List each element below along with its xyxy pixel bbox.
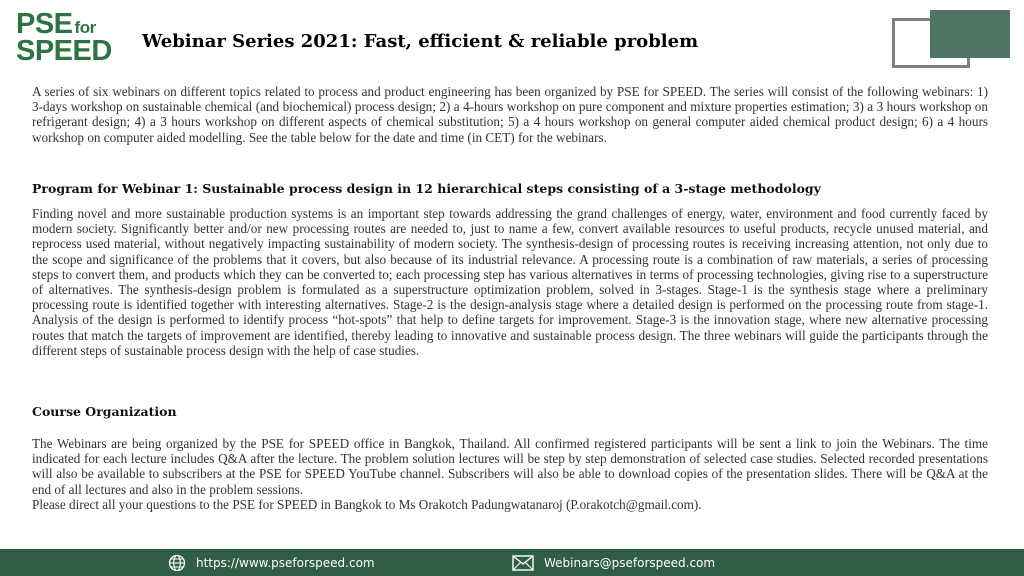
decorative-filled-box: [930, 10, 1010, 58]
logo-pse-text: PSE: [16, 8, 73, 40]
website-link[interactable]: [168, 554, 375, 572]
page-title: Webinar Series 2021: Fast, efficient & reliable problem: [142, 31, 699, 52]
contact-suffix: ).: [693, 496, 702, 512]
logo-for-text: for: [74, 18, 96, 37]
course-organization-section: [32, 436, 988, 512]
logo-speed-text: SPEED: [16, 35, 112, 67]
website-url[interactable]: https://www.pseforspeed.com: [196, 556, 375, 570]
email-link[interactable]: [512, 554, 715, 572]
program-heading: Program for Webinar 1: Sustainable process design in 12 hierarchical steps consisting of a 3-stage methodology: [32, 181, 821, 196]
intro-paragraph: A series of six webinars on different topics related to process and product engineering has been organized by PSE for SPEED. The series will consist of the following webinars: 1) 3-days workshop on sustainable chemical (and biochemical) process design; 2) a 4-hours workshop on pure component and mixture properties estimation; 3) a 3 hours workshop on refrigerant design; 4) a 3 hours workshop on different aspects of chemical substitution; 5) a 4 hours workshop on general computer aided chemical product design; 6) a 4 hours workshop on computer aided modelling. See the table below for the date and time (in CET) for the webinars.: [32, 84, 988, 145]
contact-prefix: Please direct all your questions to the PSE for SPEED in Bangkok to Ms Orakotch Padungwatanaroj (: [32, 496, 571, 512]
program-paragraph: Finding novel and more sustainable production systems is an important step towards addressing the grand challenges of energy, water, environment and food currently faced by modern society. Significantly better and/or new processing routes are needed to, just to name a few, convert available resources to useful products, recycle unused material, and reprocess used material, without negatively impacting sustainability of modern society. The synthesis-design of processing routes is receiving increasing attention, not only due to the scope and significance of the problems that it covers, but also because of its industrial relevance. A processing route is a combination of raw materials, a series of processing steps to convert them, and products which they can be converted to; each processing step has various alternatives in terms of processing technologies, giving rise to a superstructure of alternatives. The synthesis-design problem is formulated as a superstructure optimization problem, solved in 3-stages. Stage-1 is the synthesis stage where a preliminary processing route is identified together with interesting alternatives. Stage-2 is the design-analysis stage where a detailed design is performed on the processing route from stage-1. Analysis of the design is performed to identify process “hot-spots” that help to define targets for improvement. Stage-3 is the innovation stage, where new alternative processing routes that match the targets of improvement are identified, thereby leading to innovative and sustainable process design. The three webinars will guide the participants through the different steps of sustainable process design with the help of case studies.: [32, 206, 988, 358]
footer-bar: [0, 549, 1024, 576]
course-organization-paragraph: The Webinars are being organized by the PSE for SPEED office in Bangkok, Thailand. All confirmed registered participants will be sent a link to join the Webinars. The time indicated for each lecture includes Q&A after the lecture. The problem solution lectures will be step by step demonstration of selected case studies. Selected recorded presentations will also be available to subscribers at the PSE for SPEED YouTube channel. Subscribers will also be able to download copies of the presentation slides. There will be Q&A at the end of all lectures and also in the problem sessions.: [32, 436, 988, 497]
email-address[interactable]: Webinars@pseforspeed.com: [544, 556, 716, 570]
contact-email-link[interactable]: P.orakotch@gmail.com: [570, 496, 694, 512]
course-organization-heading: Course Organization: [32, 404, 177, 419]
globe-icon: [168, 554, 186, 572]
pse-for-speed-logo: [16, 10, 116, 66]
envelope-icon: [512, 555, 534, 571]
